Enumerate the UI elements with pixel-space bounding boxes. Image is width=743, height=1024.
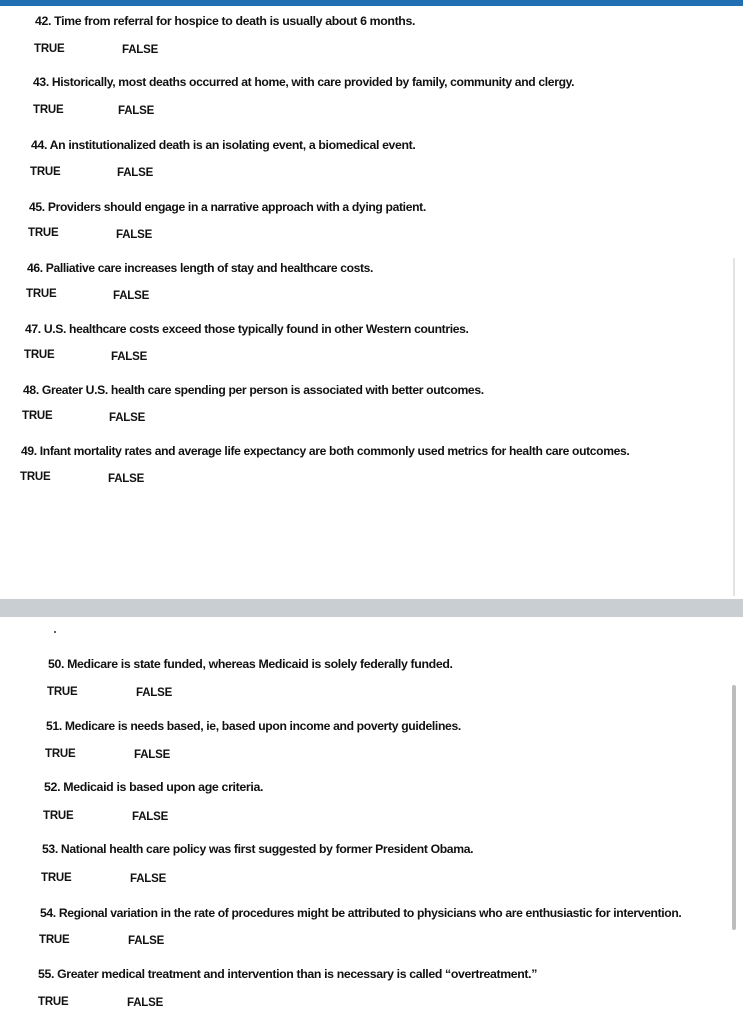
answer-false-43[interactable]: FALSE [118,105,155,117]
question-51: 51. Medicare is needs based, ie, based upon income and poverty guidelines. [46,719,461,733]
question-55: 55. Greater medical treatment and intervention than is necessary is called “overtreatment.” [38,967,538,981]
answer-false-45[interactable]: FALSE [116,229,153,241]
answer-true-45[interactable]: TRUE [28,227,59,239]
answer-true-54[interactable]: TRUE [39,934,70,946]
answer-false-53[interactable]: FALSE [130,873,167,885]
answer-false-42[interactable]: FALSE [122,44,159,56]
answer-true-52[interactable]: TRUE [43,810,74,822]
answer-true-50[interactable]: TRUE [47,686,78,698]
scrollbar-thumb[interactable] [732,685,736,930]
question-43: 43. Historically, most deaths occurred at home, with care provided by family, community and clergy. [33,75,575,89]
document-page-1 [0,6,743,599]
stray-mark [54,631,56,633]
answer-false-48[interactable]: FALSE [109,412,146,424]
question-52: 52. Medicaid is based upon age criteria. [44,780,264,794]
answer-false-44[interactable]: FALSE [117,167,154,179]
answer-false-47[interactable]: FALSE [111,351,148,363]
answer-true-53[interactable]: TRUE [41,872,72,884]
question-46: 46. Palliative care increases length of stay and healthcare costs. [27,261,374,275]
answer-true-46[interactable]: TRUE [26,288,57,300]
question-50: 50. Medicare is state funded, whereas Medicaid is solely federally funded. [48,657,453,671]
page-separator [0,599,743,617]
answer-true-55[interactable]: TRUE [38,996,69,1008]
answer-true-42[interactable]: TRUE [34,43,65,55]
answer-false-50[interactable]: FALSE [136,687,173,699]
document-page-2 [0,617,743,1024]
answer-true-44[interactable]: TRUE [30,166,61,178]
question-44: 44. An institutionalized death is an isolating event, a biomedical event. [31,138,416,152]
answer-true-43[interactable]: TRUE [33,104,64,116]
page-edge-shadow [733,258,735,596]
answer-false-52[interactable]: FALSE [132,811,169,823]
question-53: 53. National health care policy was first suggested by former President Obama. [42,842,474,856]
answer-false-55[interactable]: FALSE [127,997,164,1009]
question-48: 48. Greater U.S. health care spending per person is associated with better outcomes. [23,383,484,397]
question-49: 49. Infant mortality rates and average life expectancy are both commonly used metrics for health care outcomes. [21,444,630,458]
question-45: 45. Providers should engage in a narrative approach with a dying patient. [29,200,426,214]
question-54: 54. Regional variation in the rate of procedures might be attributed to physicians who are enthusiastic for intervention. [40,906,682,920]
answer-true-49[interactable]: TRUE [20,471,51,483]
answer-true-48[interactable]: TRUE [22,410,53,422]
answer-false-54[interactable]: FALSE [128,935,165,947]
answer-true-51[interactable]: TRUE [45,748,76,760]
answer-false-49[interactable]: FALSE [108,473,145,485]
question-42: 42. Time from referral for hospice to death is usually about 6 months. [35,14,416,28]
question-47: 47. U.S. healthcare costs exceed those typically found in other Western countries. [25,322,469,336]
answer-true-47[interactable]: TRUE [24,349,55,361]
answer-false-51[interactable]: FALSE [134,749,171,761]
answer-false-46[interactable]: FALSE [113,290,150,302]
